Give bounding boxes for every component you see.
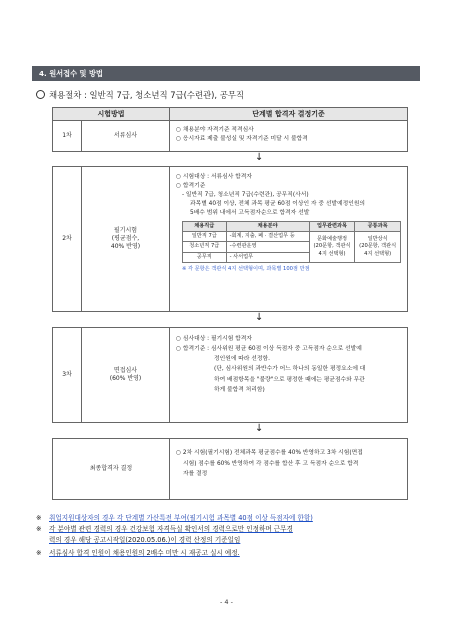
subject-header-related: 업무관련과목 xyxy=(309,221,355,231)
final-line-2: 시험) 점수를 60% 반영하여 각 점수를 합산 후 고 득점자 순으로 합격 xyxy=(183,460,359,467)
stage3-method-line-2: (60% 반영) xyxy=(109,375,142,382)
stage3-line-4: (단, 심사위원의 과반수가 어느 하나의 동일한 평정요소에 대 xyxy=(214,366,366,373)
stage1-method: 서류심사 xyxy=(81,120,170,152)
stage2-line-3: - 일반직 7급, 청소년직 7급(수련관), 공무직(사서) xyxy=(182,191,309,198)
subject-grade-3: 공무직 xyxy=(183,252,227,262)
final-criteria xyxy=(169,438,408,500)
col-header-criteria: 단계별 합격자 결정기준 xyxy=(169,107,408,121)
stage3-criteria xyxy=(169,327,408,423)
note-mark: ※ xyxy=(36,524,42,533)
subject-note: ※ 각 문항은 객관식 4지 선택형이며, 과목별 100점 만점 xyxy=(182,266,310,273)
stage2-line-2: ○ 합격기준 xyxy=(176,182,206,189)
section-title: 4. 원서접수 및 방법 xyxy=(39,69,103,78)
note-3-text: 서류심사 합격 인원이 채용인원의 2배수 미만 시 재공고 실시 예정. xyxy=(49,548,240,557)
subject-grade-1: 일반직 7급 xyxy=(183,232,227,242)
note-1 xyxy=(36,513,426,524)
stage3-method xyxy=(81,327,170,423)
stage3-line-1: ○ 심사대상 : 필기시험 합격자 xyxy=(176,336,252,342)
note-2-text-b: 력의 경우 해당 공고시작일(2020.05.06.)이 경력 산정의 기준일임 xyxy=(49,535,241,544)
subject-header-common: 공통과목 xyxy=(355,221,401,231)
circle-bullet-icon xyxy=(36,90,45,99)
stage1-round: 1차 xyxy=(52,120,82,152)
subject-related-line-2: (20문항, 객관식 xyxy=(313,243,351,250)
section-header xyxy=(32,66,420,81)
stage2-criteria xyxy=(169,166,408,312)
stage3-line-3: 정인원에 따라 선정함. xyxy=(214,356,270,363)
subject-header-field: 채용분야 xyxy=(226,221,309,231)
stage1-line-2: ○ 응시자료 제출 불성실 및 자격기준 미달 시 불합격 xyxy=(176,135,308,142)
stage2-line-5: 5배수 범위 내에서 고득점자순으로 합격자 선발 xyxy=(190,209,310,216)
subject-common-line-2: (20문항, 객관식 xyxy=(359,243,397,250)
stage3-line-5: 하여 배점항목을 "불량"으로 평정한 때에는 평균점수와 무관 xyxy=(214,376,365,383)
subject-table xyxy=(182,221,401,263)
subject-related-line-1: 문화예술행정 xyxy=(316,236,348,243)
stage2-line-1: ○ 시험대상 : 서류심사 합격자 xyxy=(176,174,252,180)
stage2-method-line-1: 필기시험 xyxy=(113,226,138,234)
down-arrow-icon: ↓ xyxy=(255,423,264,434)
procedure-heading xyxy=(36,89,244,101)
stage2-method xyxy=(81,166,170,312)
subject-related-line-3: 4지 선택형) xyxy=(318,250,346,257)
col-header-method: 시험방법 xyxy=(52,107,170,121)
stage1-line-1: ○ 채용분야 자격기준 적격심사 xyxy=(176,127,254,133)
procedure-title: 채용절차 : 일반직 7급, 청소년직 7급(수련관), 공무직 xyxy=(49,90,245,100)
stage3-round: 3차 xyxy=(52,327,82,423)
subject-field-1: -회계, 지출, 페 · 결산업무 등 xyxy=(226,232,309,242)
stage2-method-line-3: 40% 반영) xyxy=(110,243,141,251)
subject-field-2: -수련관운영 xyxy=(226,242,309,252)
stage1-criteria xyxy=(169,120,408,152)
note-2-text-a: 각 분야별 관련 경력의 경우 건강보험 자격득실 확인서의 경력으로만 인정하며 근무경 xyxy=(49,524,293,533)
page-number: - 4 - xyxy=(220,598,233,606)
subject-grade-2: 청소년직 7급 xyxy=(183,242,227,252)
final-line-1: ○ 2차 시험(필기시험) 전체과목 평균점수를 40% 반영하고 3차 시험(면접 xyxy=(176,450,363,456)
subject-common-line-1: 일반상식 xyxy=(367,236,388,243)
note-2 xyxy=(36,524,426,535)
subject-field-3: - 사서업무 xyxy=(226,252,309,262)
stage2-round: 2차 xyxy=(52,166,82,312)
final-line-3: 자를 결정 xyxy=(183,471,208,478)
notes xyxy=(36,513,426,559)
subject-common-cell xyxy=(355,232,401,263)
stage3-method-line-1: 면접심사 xyxy=(113,366,138,374)
note-3 xyxy=(36,548,426,559)
note-2-cont xyxy=(36,535,426,546)
note-mark: ※ xyxy=(36,514,42,522)
stage2-line-4: 과목별 40점 이상, 전체 과목 평균 60점 이상인 자 중 선발예정인원의 xyxy=(190,200,366,207)
down-arrow-icon: ↓ xyxy=(255,312,264,323)
subject-common-line-3: 4지 선택형) xyxy=(364,250,392,257)
stage2-method-line-2: (평균점수, xyxy=(111,234,140,242)
note-mark: ※ xyxy=(36,548,42,557)
stage3-line-2: ○ 합격기준 : 심사위원 평균 60점 이상 득점자 중 고득점자 순으로 선발예 xyxy=(176,346,362,353)
subject-related-cell xyxy=(309,232,355,263)
down-arrow-icon: ↓ xyxy=(255,152,264,163)
final-label: 최종합격자 결정 xyxy=(52,438,170,500)
note-indent xyxy=(36,535,49,546)
note-1-text: 취업지원대상자의 경우 각 단계별 가산특전 부여(필기시험 과목별 40점 이상 득점자에 한함) xyxy=(49,514,313,522)
subject-header-grade: 채용직급 xyxy=(183,221,227,231)
stage3-line-6: 하게 불합격 처리함) xyxy=(214,386,265,393)
